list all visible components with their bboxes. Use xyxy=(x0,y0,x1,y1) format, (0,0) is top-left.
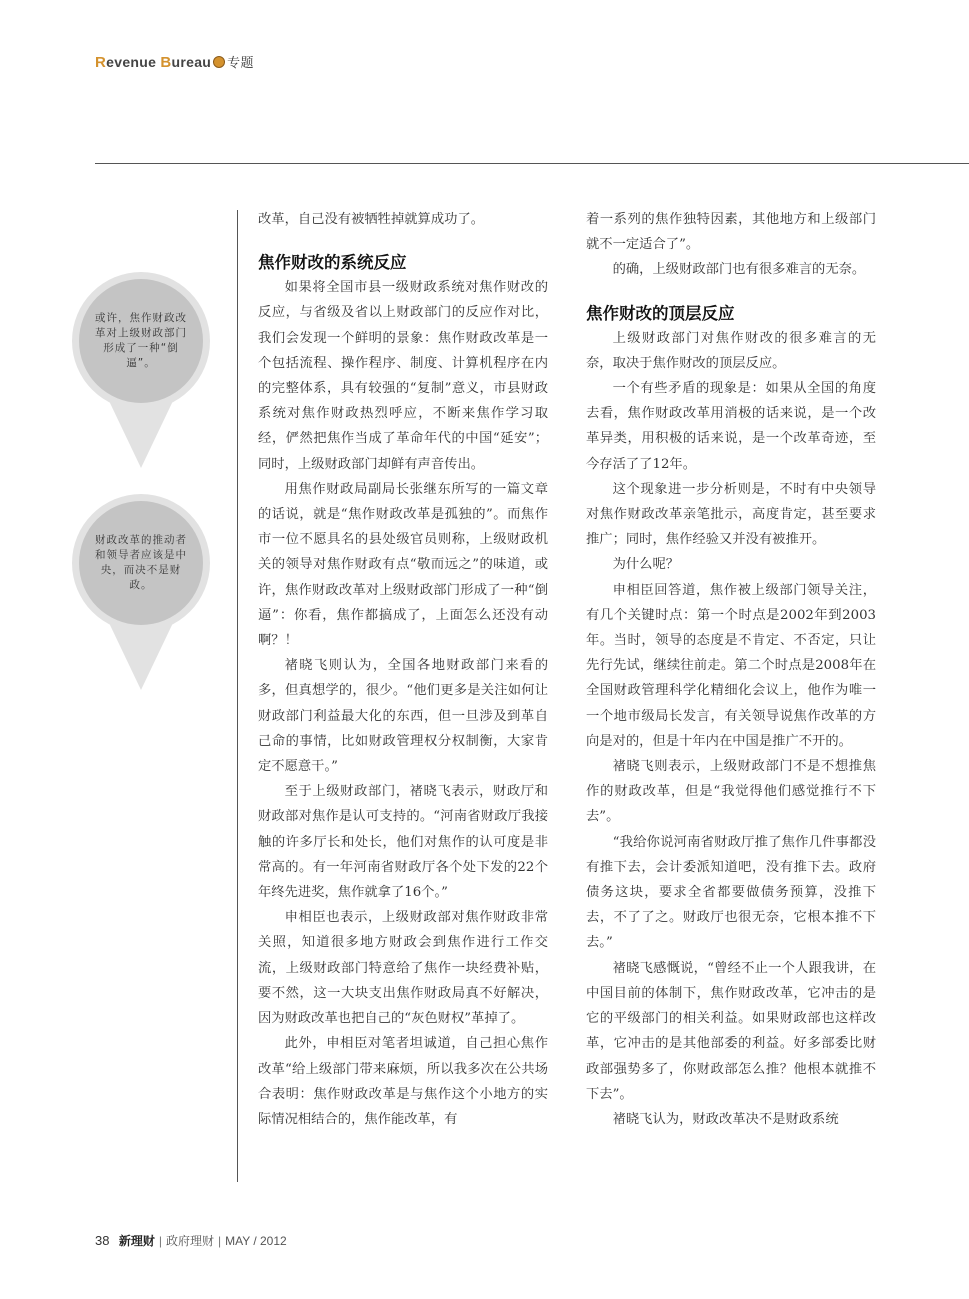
paragraph: 禇晓飞认为，财政改革决不是财政系统 xyxy=(612,1111,839,1127)
paragraph: 改革，自己没有被牺牲掉就算成功了。 xyxy=(258,212,485,227)
pin-inner-circle xyxy=(79,501,203,625)
paragraph: 此外，申相臣对笔者坦诚道，自己担心焦作改革“给上级部门带来麻烦，所以我多次在公共场合表明：焦作财政改革是与焦作这个小地方的实际情况相结合的，焦作能改革，有 xyxy=(258,1036,548,1127)
pullquote-text: 或许，焦作财政改革对上级财政部门形成了一种“倒逼”。 xyxy=(95,312,187,369)
brand-initial-r: R xyxy=(95,54,107,71)
article-column-1 xyxy=(258,207,548,1132)
paragraph: 申相臣也表示，上级财政部对焦作财政非常关照，知道很多地方财政会到焦作进行工作交流，上级财政部门特意给了焦作一块经费补贴，要不然，这一大块支出焦作财政局真不好解决，因为财政改革也把自己的“灰色财权”革掉了。 xyxy=(258,910,548,1027)
pullquote-text: 财政改革的推动者和领导者应该是中央，而决不是财政。 xyxy=(95,534,187,591)
brand-text-part1: evenue xyxy=(106,54,161,70)
paragraph: 着一系列的焦作独特因素，其他地方和上级部门就不一定适合了”。 xyxy=(586,212,876,253)
section-heading: 焦作财改的顶层反应 xyxy=(586,303,735,323)
page-footer xyxy=(95,1232,287,1249)
page-number: 38 xyxy=(95,1233,110,1248)
pullquote-pin-2 xyxy=(72,494,210,694)
brand-initial-b: B xyxy=(160,54,172,71)
paragraph: “我给你说河南省财政厅推了焦作几件事都没有推下去，会计委派知道吧，没有推下去。政府债务这块，要求全省都要做债务预算，没推下去，不了了之。财政厅也很无奈，它根本推不下去。” xyxy=(586,834,876,951)
issue-date: MAY / 2012 xyxy=(225,1234,287,1248)
footer-separator: | xyxy=(217,1234,222,1248)
paragraph: 禇晓飞则认为，全国各地财政部门来看的多，但真想学的，很少。“他们更多是关注如何让财政部门利益最大化的东西，但一旦涉及到革自己命的事情，比如财政管理权分权制衡，大家肯定不愿意干。” xyxy=(258,658,548,775)
brand-logo-icon xyxy=(213,56,225,68)
paragraph: 如果将全国市县一级财政系统对焦作财改的反应，与省级及省以上财政部门的反应作对比，我们会发现一个鲜明的景象：焦作财政改革是一个包括流程、操作程序、制度、计算机程序在内的完整体系，具有较强的“复制”意义，市县财政系统对焦作财政热烈呼应，不断来焦作学习取经，俨然把焦作当成了革命年代的中国“延安”；同时，上级财政部门却鲜有声音传出。 xyxy=(258,280,548,472)
section-heading: 焦作财改的系统反应 xyxy=(258,253,407,273)
paragraph: 用焦作财政局副局长张继东所写的一篇文章的话说，就是“焦作财政改革是孤独的”。而焦作市一位不愿具名的县处级官员则称，上级财政机关的领导对焦作财政有点“敬而远之”的味道，或许，焦作财政改革对上级财政部门形成了一种“倒逼”：你看，焦作都搞成了，上面怎么还没有动啊？！ xyxy=(258,481,548,649)
paragraph: 为什么呢？ xyxy=(612,557,680,573)
magazine-name: 新理财 xyxy=(118,1234,155,1248)
section-topic: 专题 xyxy=(227,56,254,71)
paragraph: 禇晓飞则表示，上级财政部门不是不想推焦作的财政改革，但是“我觉得他们感觉推行不下去”。 xyxy=(586,759,876,825)
paragraph: 的确，上级财政部门也有很多难言的无奈。 xyxy=(612,262,866,278)
pin-inner-circle xyxy=(79,279,203,403)
column-divider xyxy=(237,210,238,1182)
footer-section: 政府理财 xyxy=(165,1234,214,1248)
paragraph: 至于上级财政部门，禇晓飞表示，财政厅和财政部对焦作是认可支持的。“河南省财政厅我接触的许多厅长和处长，他们对焦作的认可度是非常高的。有一年河南省财政厅各个处下发的22个年终先进奖，焦作就拿了16个。” xyxy=(258,784,548,901)
footer-separator: | xyxy=(158,1234,162,1248)
article-column-2 xyxy=(586,207,876,1132)
paragraph: 禇晓飞感慨说，“曾经不止一个人跟我讲，在中国目前的体制下，焦作财政改革，它冲击的是它的平级部门的相关利益。如果财政部也这样改革，它冲击的是其他部委的利益。好多部委比财政部强势多了，你财政部怎么推？他根本就推不下去”。 xyxy=(586,960,876,1102)
pullquote-pin-1 xyxy=(72,272,210,472)
section-header xyxy=(95,52,254,71)
paragraph: 申相臣回答道，焦作被上级部门领导关注，有几个关键时点：第一个时点是2002年到2003年。当时，领导的态度是不肯定、不否定，只让先行先试，继续往前走。第二个时点是2008年在全国财政管理科学化精细化会议上，他作为唯一一个地市级局长发言，有关领导说焦作改革的方向是对的，但是十年内在中国是推广不开的。 xyxy=(586,582,876,749)
paragraph: 这个现象进一步分析则是，不时有中央领导对焦作财政改革亲笔批示，高度肯定，甚至要求推广；同时，焦作经验又并没有被推开。 xyxy=(586,481,876,548)
header-divider xyxy=(95,163,969,164)
paragraph: 上级财政部门对焦作财改的很多难言的无奈，取决于焦作财改的顶层反应。 xyxy=(586,330,876,371)
brand-text-part2: ureau xyxy=(171,54,212,70)
paragraph: 一个有些矛盾的现象是：如果从全国的角度去看，焦作财政改革用消极的话来说，是一个改革异类，用积极的话来说，是一个改革奇迹，至今存活了了12年。 xyxy=(586,381,876,472)
